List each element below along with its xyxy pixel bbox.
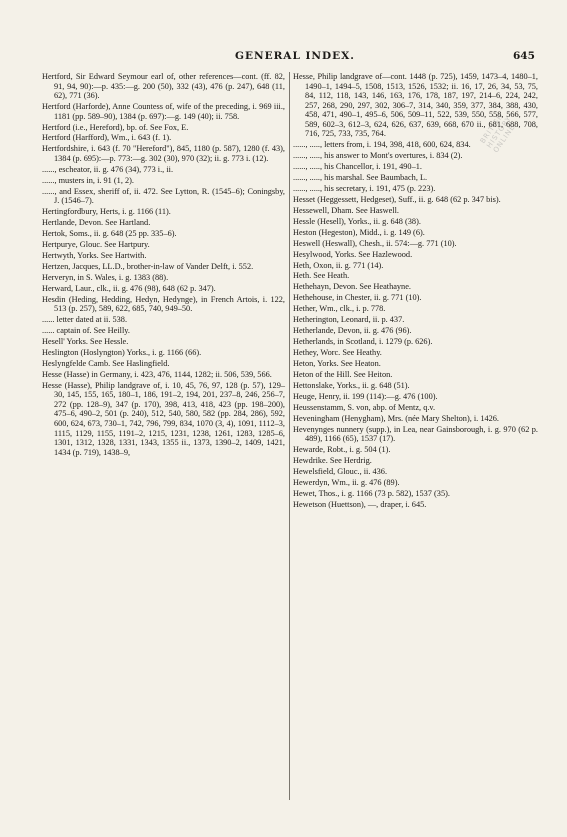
watermark-stamp: BRITISH HISTORY ONLINE <box>478 111 517 155</box>
index-entry: Hertford (Harforde), Anne Countess of, wife of the preceding, i. 969 iii., 1181 (pp. 589–90), 1384 (p. 697):—g. 149 (40); ii. 758. <box>42 102 285 121</box>
index-column-right <box>293 72 538 511</box>
index-entry: Hesset (Heggessett, Hedgeset), Suff., ii. g. 648 (62 p. 347 bis). <box>293 194 501 204</box>
index-entry: Hethey, Worc. See Heathy. <box>293 348 382 358</box>
index-entry: Hertford (Harfford), Wm., i. 643 (f. 1). <box>42 133 172 143</box>
index-entry: Heswell (Heswall), Chesh., ii. 574:—g. 771 (10). <box>293 238 457 248</box>
running-title: GENERAL INDEX. <box>235 50 355 62</box>
index-entry: Herveryn, in S. Wales, i. g. 1383 (88). <box>42 272 169 282</box>
index-entry: Hesse, Philip landgrave of—cont. 1448 (p. 725), 1459, 1473–4, 1480–1, 1490–1, 1494–5, 1508, 1513, 1526, 1532; ii. 16, 17, 26, 34, 53, 75, 84, 112, 118, 143, 146, 163, 176, 178, 187, 197, 214–6, 224, 242, 257, 268, 290, 297, 302, 306–7, 314, 340, 359, 377, 384, 388, 430, 458, 471, 490–1, 495–6, 506, 509–11, 522, 539, 550, 558, 566, 577, 589, 602–3, 612–3, 624, 626, 637, 639, 668, 670 ii., 681, 688, 708, 716, 725, 733, 735, 764. <box>293 72 538 139</box>
index-entry: Hertingfordbury, Herts, i. g. 1166 (11). <box>42 207 171 217</box>
index-entry: Heton, Yorks. See Heaton. <box>293 358 381 368</box>
index-entry: Hether, Wm., clk., i. p. 778. <box>293 304 386 314</box>
index-entry: Hertzen, Jacques, LL.D., brother-in-law of Vander Delft, i. 552. <box>42 261 254 271</box>
index-entry: Heslyngfelde Camb. See Haslingfield. <box>42 358 170 368</box>
index-entry: Hesse (Hasse), Philip landgrave of, i. 10, 45, 76, 97, 128 (p. 57), 129–30, 145, 155, 165, 180–1, 186, 191–2, 194, 201, 237–8, 246, 256–7, 272 (pp. 128–9), 347 (p. 170), 398, 413, 418, 423 (pp. 198–200), 475–6, 490–2, 501 (p. 240), 512, 540, 580, 582 (pp. 284, 286), 592, 600, 624, 673, 730–1, 742, 796, 799, 834, 1070 (3, 4), 1091, 1112–3, 1115, 1129, 1155, 1191–2, 1215, 1231, 1238, 1261, 1283, 1285–6, 1301, 1312, 1328, 1331, 1343, 1355 ii., 1373, 1390–2, 1409, 1421, 1434 (p. 719), 1438–9, <box>42 380 285 457</box>
index-entry: Heussenstamm, S. von, abp. of Mentz, q.v. <box>293 402 436 412</box>
index-entry: ...... captain of. See Heilly. <box>42 326 130 336</box>
index-entry: Heth. See Heath. <box>293 271 350 281</box>
column-divider <box>289 72 290 800</box>
index-entry: Hesse (Hasse) in Germany, i. 423, 476, 1144, 1282; ii. 506, 539, 566. <box>42 369 272 379</box>
index-entry: Hetherington, Leonard, ii. p. 437. <box>293 315 405 325</box>
index-entry: Hertwyth, Yorks. See Hartwith. <box>42 250 147 260</box>
index-entry: ......, ....., his answer to Mont's overtures, i. 834 (2). <box>293 151 463 161</box>
index-entry: Hesylwood, Yorks. See Hazlewood. <box>293 249 413 259</box>
index-entry: Hessle (Hesell), Yorks., ii. g. 648 (38). <box>293 216 421 226</box>
index-entry: Hesell' Yorks. See Hessle. <box>42 337 129 347</box>
index-entry: Hewelsfield, Glouc., ii. 436. <box>293 466 388 476</box>
index-entry: ...... letter dated at ii. 538. <box>42 315 128 325</box>
index-entry: ......, ....., letters from, i. 194, 398, 418, 600, 624, 834. <box>293 140 471 150</box>
index-entry: Hettonslake, Yorks., ii. g. 648 (51). <box>293 380 410 390</box>
index-entry: Heveningham (Henygham), Mrs. (née Mary Shelton), i. 1426. <box>293 413 499 423</box>
index-entry: ......, ....., his Chancellor, i. 191, 490–1. <box>293 162 422 172</box>
page-number: 645 <box>513 50 535 62</box>
index-entry: Hertfordshire, i. 643 (f. 70 "Hereford"), 845, 1180 (p. 587), 1280 (f. 43), 1384 (p. 695):—p. 773:—g. 302 (30), 970 (32); ii. g. 773 i. (12). <box>42 144 285 163</box>
index-entry: Hewarde, Robt., i. g. 504 (1). <box>293 445 391 455</box>
index-entry: Hertpurye, Glouc. See Hartpury. <box>42 240 150 250</box>
index-entry: Hetherlands, in Scotland, i. 1279 (p. 626). <box>293 337 433 347</box>
index-entry: Hewerdyn, Wm., ii. g. 476 (89). <box>293 477 400 487</box>
index-column-left <box>42 72 285 459</box>
index-entry: Heton of the Hill. See Heiton. <box>293 369 393 379</box>
index-entry: Heston (Hegeston), Midd., i. g. 149 (6). <box>293 227 425 237</box>
index-entry: Hessewell, Dham. See Haswell. <box>293 205 399 215</box>
index-entry: Heth, Oxon, ii. g. 771 (14). <box>293 260 384 270</box>
index-entry: Heslington (Hoslyngton) Yorks., i. g. 1166 (66). <box>42 348 202 358</box>
index-entry: Hewetson (Huettson), —, draper, i. 645. <box>293 499 427 509</box>
index-entry: Hertok, Soms., ii. g. 648 (25 pp. 335–6). <box>42 229 177 239</box>
page-header <box>0 50 567 66</box>
index-entry: ......, escheator, ii. g. 476 (34), 773 i., ii. <box>42 164 174 174</box>
index-entry: Hertford, Sir Edward Seymour earl of, other references—cont. (ff. 82, 91, 94, 90):—p. 435:—g. 200 (50), 332 (43), 476 (p. 247), 648 (11, 62), 771 (36). <box>42 72 285 101</box>
index-entry: Hetherlande, Devon, ii. g. 476 (96). <box>293 326 412 336</box>
index-entry: ......, ....., his secretary, i. 191, 475 (p. 223). <box>293 183 436 193</box>
index-entry: Hewet, Thos., i. g. 1166 (73 p. 582), 1537 (35). <box>293 488 450 498</box>
index-entry: Herward, Laur., clk., ii. g. 476 (98), 648 (62 p. 347). <box>42 283 216 293</box>
index-entry: Hertford (i.e., Hereford), bp. of. See Fox, E. <box>42 122 189 132</box>
index-entry: Heuge, Henry, ii. 199 (114):—g. 476 (100). <box>293 391 438 401</box>
index-entry: Hethehayn, Devon. See Heathayne. <box>293 282 411 292</box>
index-entry: Hewdrike. See Herdrig. <box>293 456 372 466</box>
index-entry: Hethehouse, in Chester, ii. g. 771 (10). <box>293 293 422 303</box>
index-entry: ......, musters in, i. 91 (1, 2). <box>42 175 134 185</box>
index-entry: Hertlande, Devon. See Hartland. <box>42 218 151 228</box>
index-entry: ......, and Essex, sheriff of, ii. 472. See Lytton, R. (1545–6); Coningsby, J. (1546–7). <box>42 186 285 206</box>
index-entry: Hevenynges nunnery (supp.), in Lea, near Gainsborough, i. g. 970 (62 p. 489), 1166 (65), 1537 (17). <box>293 424 538 444</box>
index-entry: Hesdin (Heding, Hedding, Hedyn, Hedynge), in French Artois, i. 122, 513 (p. 257), 589, 622, 685, 740, 949–50. <box>42 294 285 314</box>
index-entry: ......, ....., his marshal. See Baumbach, L. <box>293 173 428 183</box>
